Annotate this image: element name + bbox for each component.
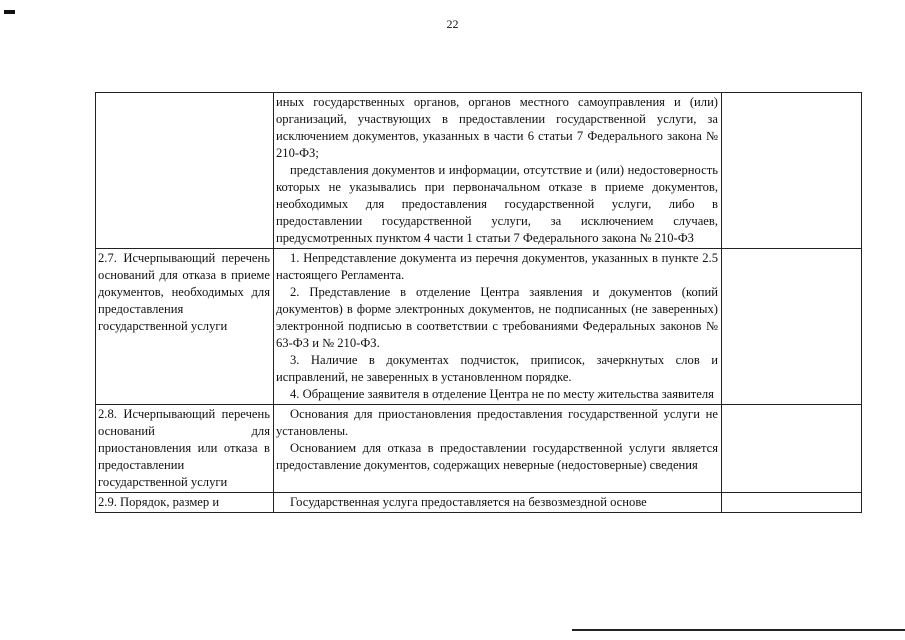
page-number: 22 [446, 17, 459, 31]
row-content-cell [274, 93, 722, 249]
table-row [96, 93, 862, 249]
paragraph: иных государственных органов, органов местного самоуправления и (или) организаций, участвующих в предоставлении государственной услуги, за исключением документов, указанных в части 6 статьи 7 Федерального закона № 210-ФЗ; [276, 95, 718, 160]
row-label-cell [96, 405, 274, 493]
corner-mark [4, 10, 15, 14]
paragraph: Государственная услуга предоставляется на безвозмездной основе [290, 495, 647, 509]
paragraph: представления документов и информации, отсутствие и (или) недостоверность которых не указывались при первоначальном отказе в приеме документов, необходимых для предоставления государственной услуги, либо в предоставлении государственной услуги, за исключением случаев, предусмотренных пунктом 4 части 1 статьи 7 Федерального закона № 210-ФЗ [276, 163, 718, 245]
row-label: 2.8. Исчерпывающий перечень оснований для приостановления или отказа в предоставлении государственной услуги [98, 407, 270, 489]
empty-cell [722, 93, 862, 249]
row-content-cell [274, 249, 722, 405]
row-content-cell [274, 493, 722, 513]
row-label-cell [96, 249, 274, 405]
paragraph: 4. Обращение заявителя в отделение Центра не по месту жительства заявителя [290, 387, 714, 401]
row-label: 2.7. Исчерпывающий перечень оснований для отказа в приеме документов, необходимых для предоставления государственной услуги [98, 251, 270, 333]
empty-cell [722, 405, 862, 493]
table-row [96, 493, 862, 513]
paragraph: 2. Представление в отделение Центра заявления и документов (копий документов) в форме электронных документов, не подписанных (не заверенных) электронной подписью в соответствии с требованиями Федеральных законов № 63-ФЗ и № 210-ФЗ. [276, 285, 718, 350]
empty-cell [722, 493, 862, 513]
paragraph: Основанием для отказа в предоставлении государственной услуги является предоставление документов, содержащих неверные (недостоверные) сведения [276, 441, 718, 472]
row-label-cell [96, 493, 274, 513]
paragraph: 1. Непредставление документа из перечня документов, указанных в пункте 2.5 настоящего Регламента. [276, 251, 718, 282]
row-label-cell [96, 93, 274, 249]
regulation-table [95, 92, 862, 513]
paragraph: 3. Наличие в документах подчисток, приписок, зачеркнутых слов и исправлений, не заверенных в установленном порядке. [276, 353, 718, 384]
bottom-rule [572, 629, 905, 631]
table-row [96, 249, 862, 405]
row-content-cell [274, 405, 722, 493]
row-label: 2.9. Порядок, размер и [98, 495, 220, 509]
empty-cell [722, 249, 862, 405]
table-row [96, 405, 862, 493]
paragraph: Основания для приостановления предоставления государственной услуги не установлены. [276, 407, 718, 438]
